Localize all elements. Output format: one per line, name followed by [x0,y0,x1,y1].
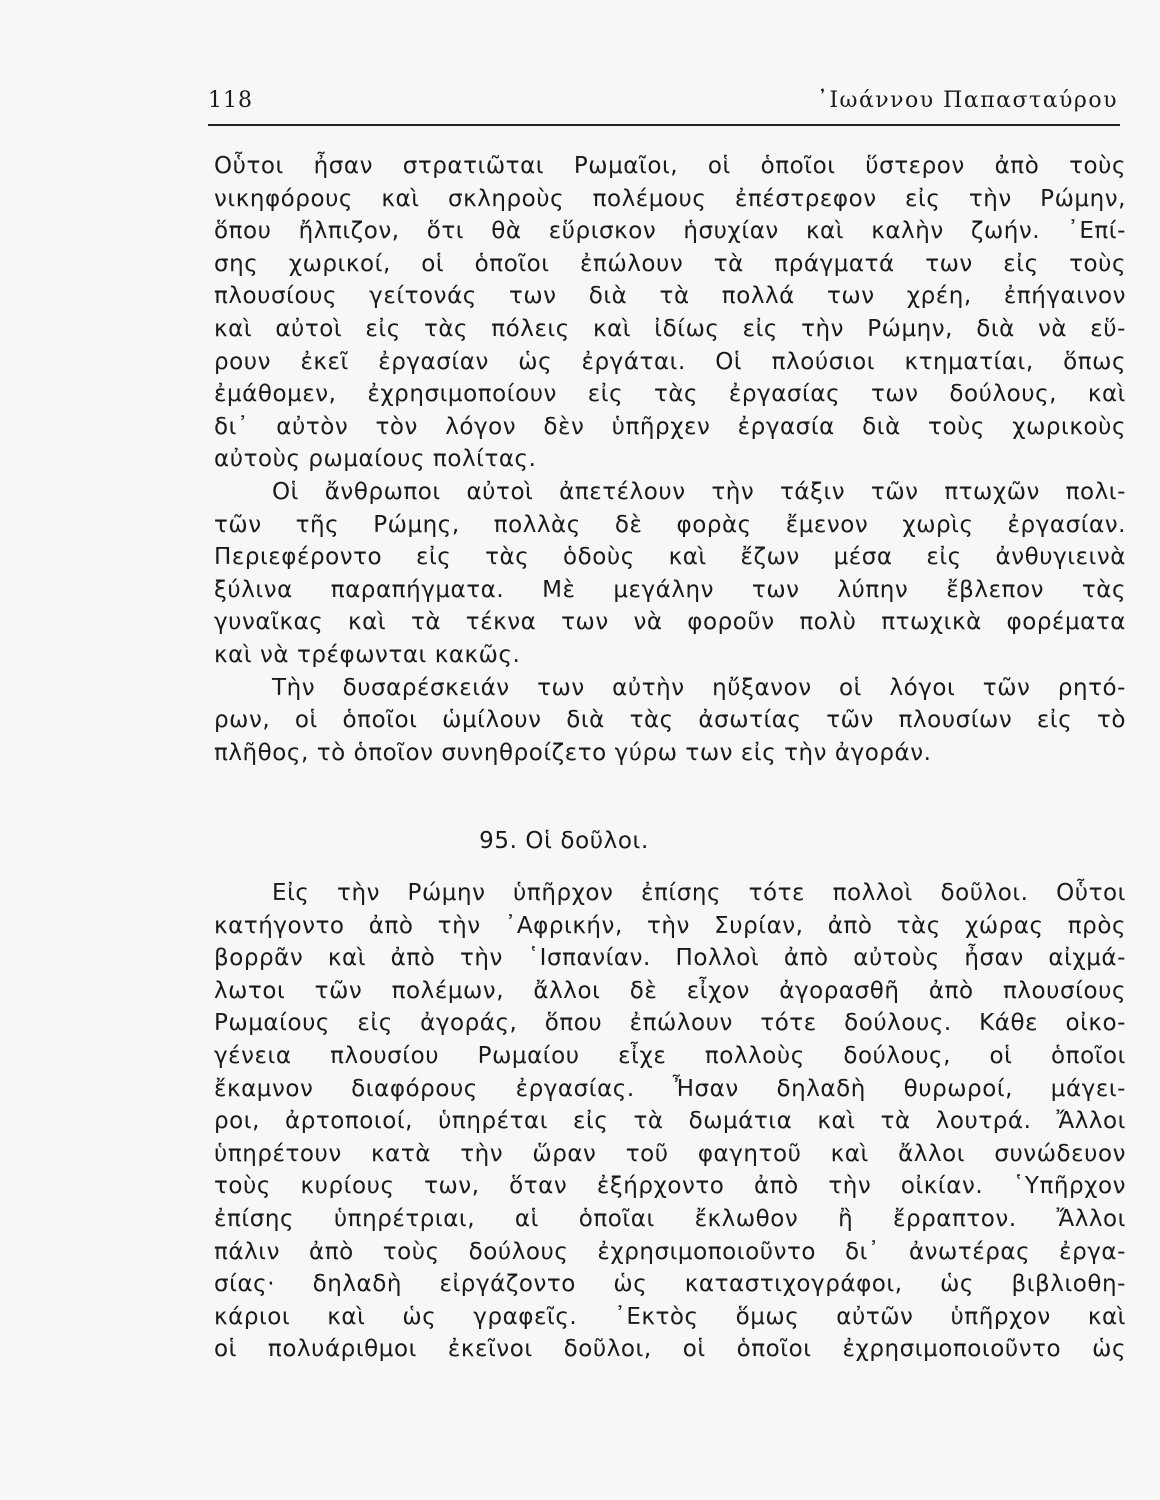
text-line: Οὗτοι ἦσαν στρατιῶται Ρωμαῖοι, οἱ ὁποῖοι ὕστερον ἀπὸ τοὺς [214,153,1126,179]
text-line: πλῆθος, τὸ ὁποῖον συνηθροίζετο γύρω των εἰς τὴν ἀγοράν. [214,739,932,766]
text-line: τοὺς κυρίους των, ὅταν ἐξήρχοντο ἀπὸ τὴν οἰκίαν. ῾Υπῆρχον [214,1173,1126,1200]
text-line: πάλιν ἀπὸ τοὺς δούλους ἐχρησιμοποιοῦντο δι᾿ ἀνωτέρας ἐργα- [214,1238,1126,1265]
text-line: κατήγοντο ἀπὸ τὴν ᾿Αφρικήν, τὴν Συρίαν, ἀπὸ τὰς χώρας πρὸς [214,912,1126,939]
text-line: ἐμάθομεν, ἐχρησιμοποίουν εἰς τὰς ἐργασίας των δούλους, καὶ [214,381,1126,408]
text-line: λωτοι τῶν πολέμων, ἄλλοι δὲ εἶχον ἀγορασθῆ ἀπὸ πλουσίους [214,977,1126,1004]
section-text-2 [214,877,1126,1366]
text-line: πλουσίους γείτονάς των διὰ τὰ πολλά των χρέη, ἐπήγαινον [214,283,1126,310]
text-line: τῶν τῆς Ρώμης, πολλὰς δὲ φορὰς ἔμενον χωρὶς ἐργασίαν. [214,511,1126,538]
page-number: 118 [208,88,253,113]
text-line: ξύλινα παραπήγματα. Μὲ μεγάλην των λύπην ἔβλεπον τὰς [214,576,1126,603]
text-line: σης χωρικοί, οἱ ὁποῖοι ἐπώλουν τὰ πράγματά των εἰς τοὺς [214,250,1126,277]
text-line: Εἰς τὴν Ρώμην ὑπῆρχον ἐπίσης τότε πολλοὶ δοῦλοι. Οὗτοι [272,880,1126,906]
text-line: ὅπου ἤλπιζον, ὅτι θὰ εὕρισκον ἡσυχίαν καὶ καλὴν ζωήν. ᾿Επί- [214,218,1126,245]
section-heading: 95. Οἱ δοῦλοι. [479,828,649,854]
text-line: ρων, οἱ ὁποῖοι ὡμίλουν διὰ τὰς ἀσωτίας τῶν πλουσίων εἰς τὸ [214,707,1126,734]
text-line: καὶ αὐτοὶ εἰς τὰς πόλεις καὶ ἰδίως εἰς τὴν Ρώμην, διὰ νὰ εὕ- [214,315,1126,342]
text-line: οἱ πολυάριθμοι ἐκεῖνοι δοῦλοι, οἱ ὁποῖοι ἐχρησιμοποιοῦντο ὡς [214,1336,1126,1363]
text-line: κάριοι καὶ ὡς γραφεῖς. ᾿Εκτὸς ὅμως αὐτῶν ὑπῆρχον καὶ [214,1303,1126,1330]
text-line: σίας· δηλαδὴ εἰργάζοντο ὡς καταστιχογράφοι, ὡς βιβλιοθη- [214,1271,1126,1298]
text-line: Οἱ ἄνθρωποι αὐτοὶ ἀπετέλουν τὴν τάξιν τῶν πτωχῶν πολι- [272,478,1126,505]
text-line: ἐπίσης ὑπηρέτριαι, αἱ ὁποῖαι ἔκλωθον ἢ ἔρραπτον. Ἄλλοι [214,1205,1126,1232]
text-line: ρουν ἐκεῖ ἐργασίαν ὡς ἐργάται. Οἱ πλούσιοι κτηματίαι, ὅπως [214,348,1126,375]
text-line: γυναῖκας καὶ τὰ τέκνα των νὰ φοροῦν πολὺ πτωχικὰ φορέματα [214,609,1126,636]
text-line: δι᾿ αὐτὸν τὸν λόγον δὲν ὑπῆρχεν ἐργασία διὰ τοὺς χωρικοὺς [214,413,1126,440]
text-line: ροι, ἀρτοποιοί, ὑπηρέται εἰς τὰ δωμάτια καὶ τὰ λουτρά. Ἄλλοι [214,1108,1126,1135]
text-line: καὶ νὰ τρέφωνται κακῶς. [214,641,521,668]
running-title: ᾿Ιωάννου Παπασταύρου [816,88,1118,113]
text-line: βορρᾶν καὶ ἀπὸ τὴν ῾Ισπανίαν. Πολλοὶ ἀπὸ αὐτοὺς ἦσαν αἰχμά- [214,945,1126,972]
text-line: αὐτοὺς ρωμαίους πολίτας. [214,446,537,473]
text-line: γένεια πλουσίου Ρωμαίου εἶχε πολλοὺς δούλους, οἱ ὁποῖοι [214,1042,1126,1069]
page-header [208,88,1120,126]
text-line: ὑπηρέτουν κατὰ τὴν ὥραν τοῦ φαγητοῦ καὶ ἄλλοι συνώδευον [214,1140,1126,1167]
section-text-1 [214,150,1126,769]
text-line: Τὴν δυσαρέσκειάν των αὐτὴν ηὔξανον οἱ λόγοι τῶν ρητό- [272,674,1126,701]
text-line: νικηφόρους καὶ σκληροὺς πολέμους ἐπέστρεφον εἰς τὴν Ρώμην, [214,185,1126,212]
text-line: ἔκαμνον διαφόρους ἐργασίας. Ἦσαν δηλαδὴ θυρωροί, μάγει- [214,1075,1126,1102]
text-line: Περιεφέροντο εἰς τὰς ὁδοὺς καὶ ἔζων μέσα εἰς ἀνθυγιεινὰ [214,544,1126,571]
text-line: Ρωμαίους εἰς ἀγοράς, ὅπου ἐπώλουν τότε δούλους. Κάθε οἰκο- [214,1010,1126,1037]
